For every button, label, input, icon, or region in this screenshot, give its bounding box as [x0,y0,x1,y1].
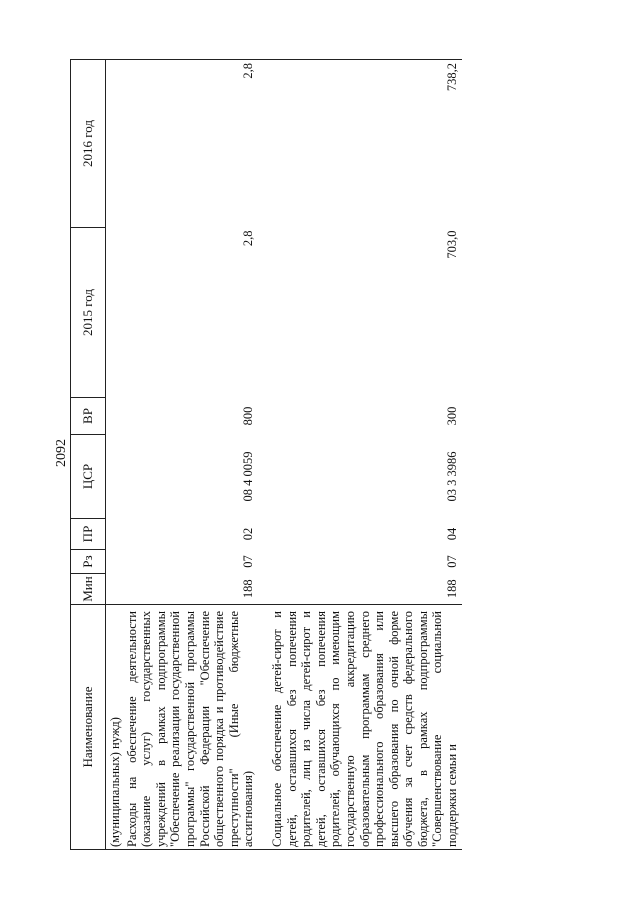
budget-table-rotated [70,60,610,850]
row-pr: 02 [241,527,256,541]
row-rz: 07 [241,555,256,568]
header-2015: 2015 год [71,228,106,398]
header-rz: Рз [71,550,106,574]
row-min: 188 [270,574,462,605]
row-2015 [106,228,125,398]
row-csr: 08 4 0059 [241,451,256,502]
header-2016: 2016 год [71,60,106,228]
row-pr [106,519,125,550]
header-vr: ВР [71,398,106,435]
row-pr: 04 [445,527,460,541]
header-name: Наименование [71,605,106,850]
row-2015: 703,0 [445,230,460,259]
row-name: Социальное обеспечение детей-сирот и детей, оставшихся без попечения родителей, лиц из числа детей-сирот и детей, оставшихся без попечения родителей, обучающихся по имеющим государственную аккредитацию образовательным программам среднего профессионального образования или высшего образования по очной форме обучения за счет средств федерального бюджета, в рамках подпрограммы "Совершенствование социальной поддержки семьи и [270,605,462,850]
row-2016: 2,8 [125,60,258,228]
row-vr: 300 [445,406,460,426]
row-name: (муниципальных) нужд) [106,605,125,850]
header-pr: ПР [71,519,106,550]
row-vr: 800 [241,406,256,426]
row-2016 [106,60,125,228]
row-2016: 738,2 [270,60,462,228]
page-number: 2092 [54,439,69,467]
row-min [106,574,125,605]
row-min: 188 [125,574,258,605]
row-csr: 03 3 3986 [445,451,460,502]
row-name: Расходы на обеспечение деятельности (оказание услуг) государственных учреждений в рамках подпрограммы "Обеспечение реализации государственной программы" государственной программы Российской Федерации "Обеспечение общественного порядка и противодействие преступности" (Иные бюджетные ассигнования) [125,605,258,850]
table-header-row [71,60,106,850]
row-2015: 2,8 [241,230,256,247]
header-csr: ЦСР [71,435,106,519]
row-rz: 07 [445,555,460,568]
table-row [106,60,125,850]
row-csr [106,435,125,519]
table-row [270,60,462,850]
table-row [125,60,258,850]
row-vr [106,398,125,435]
header-min: Мин [71,574,106,605]
row-rz [106,550,125,574]
budget-table [70,59,462,850]
